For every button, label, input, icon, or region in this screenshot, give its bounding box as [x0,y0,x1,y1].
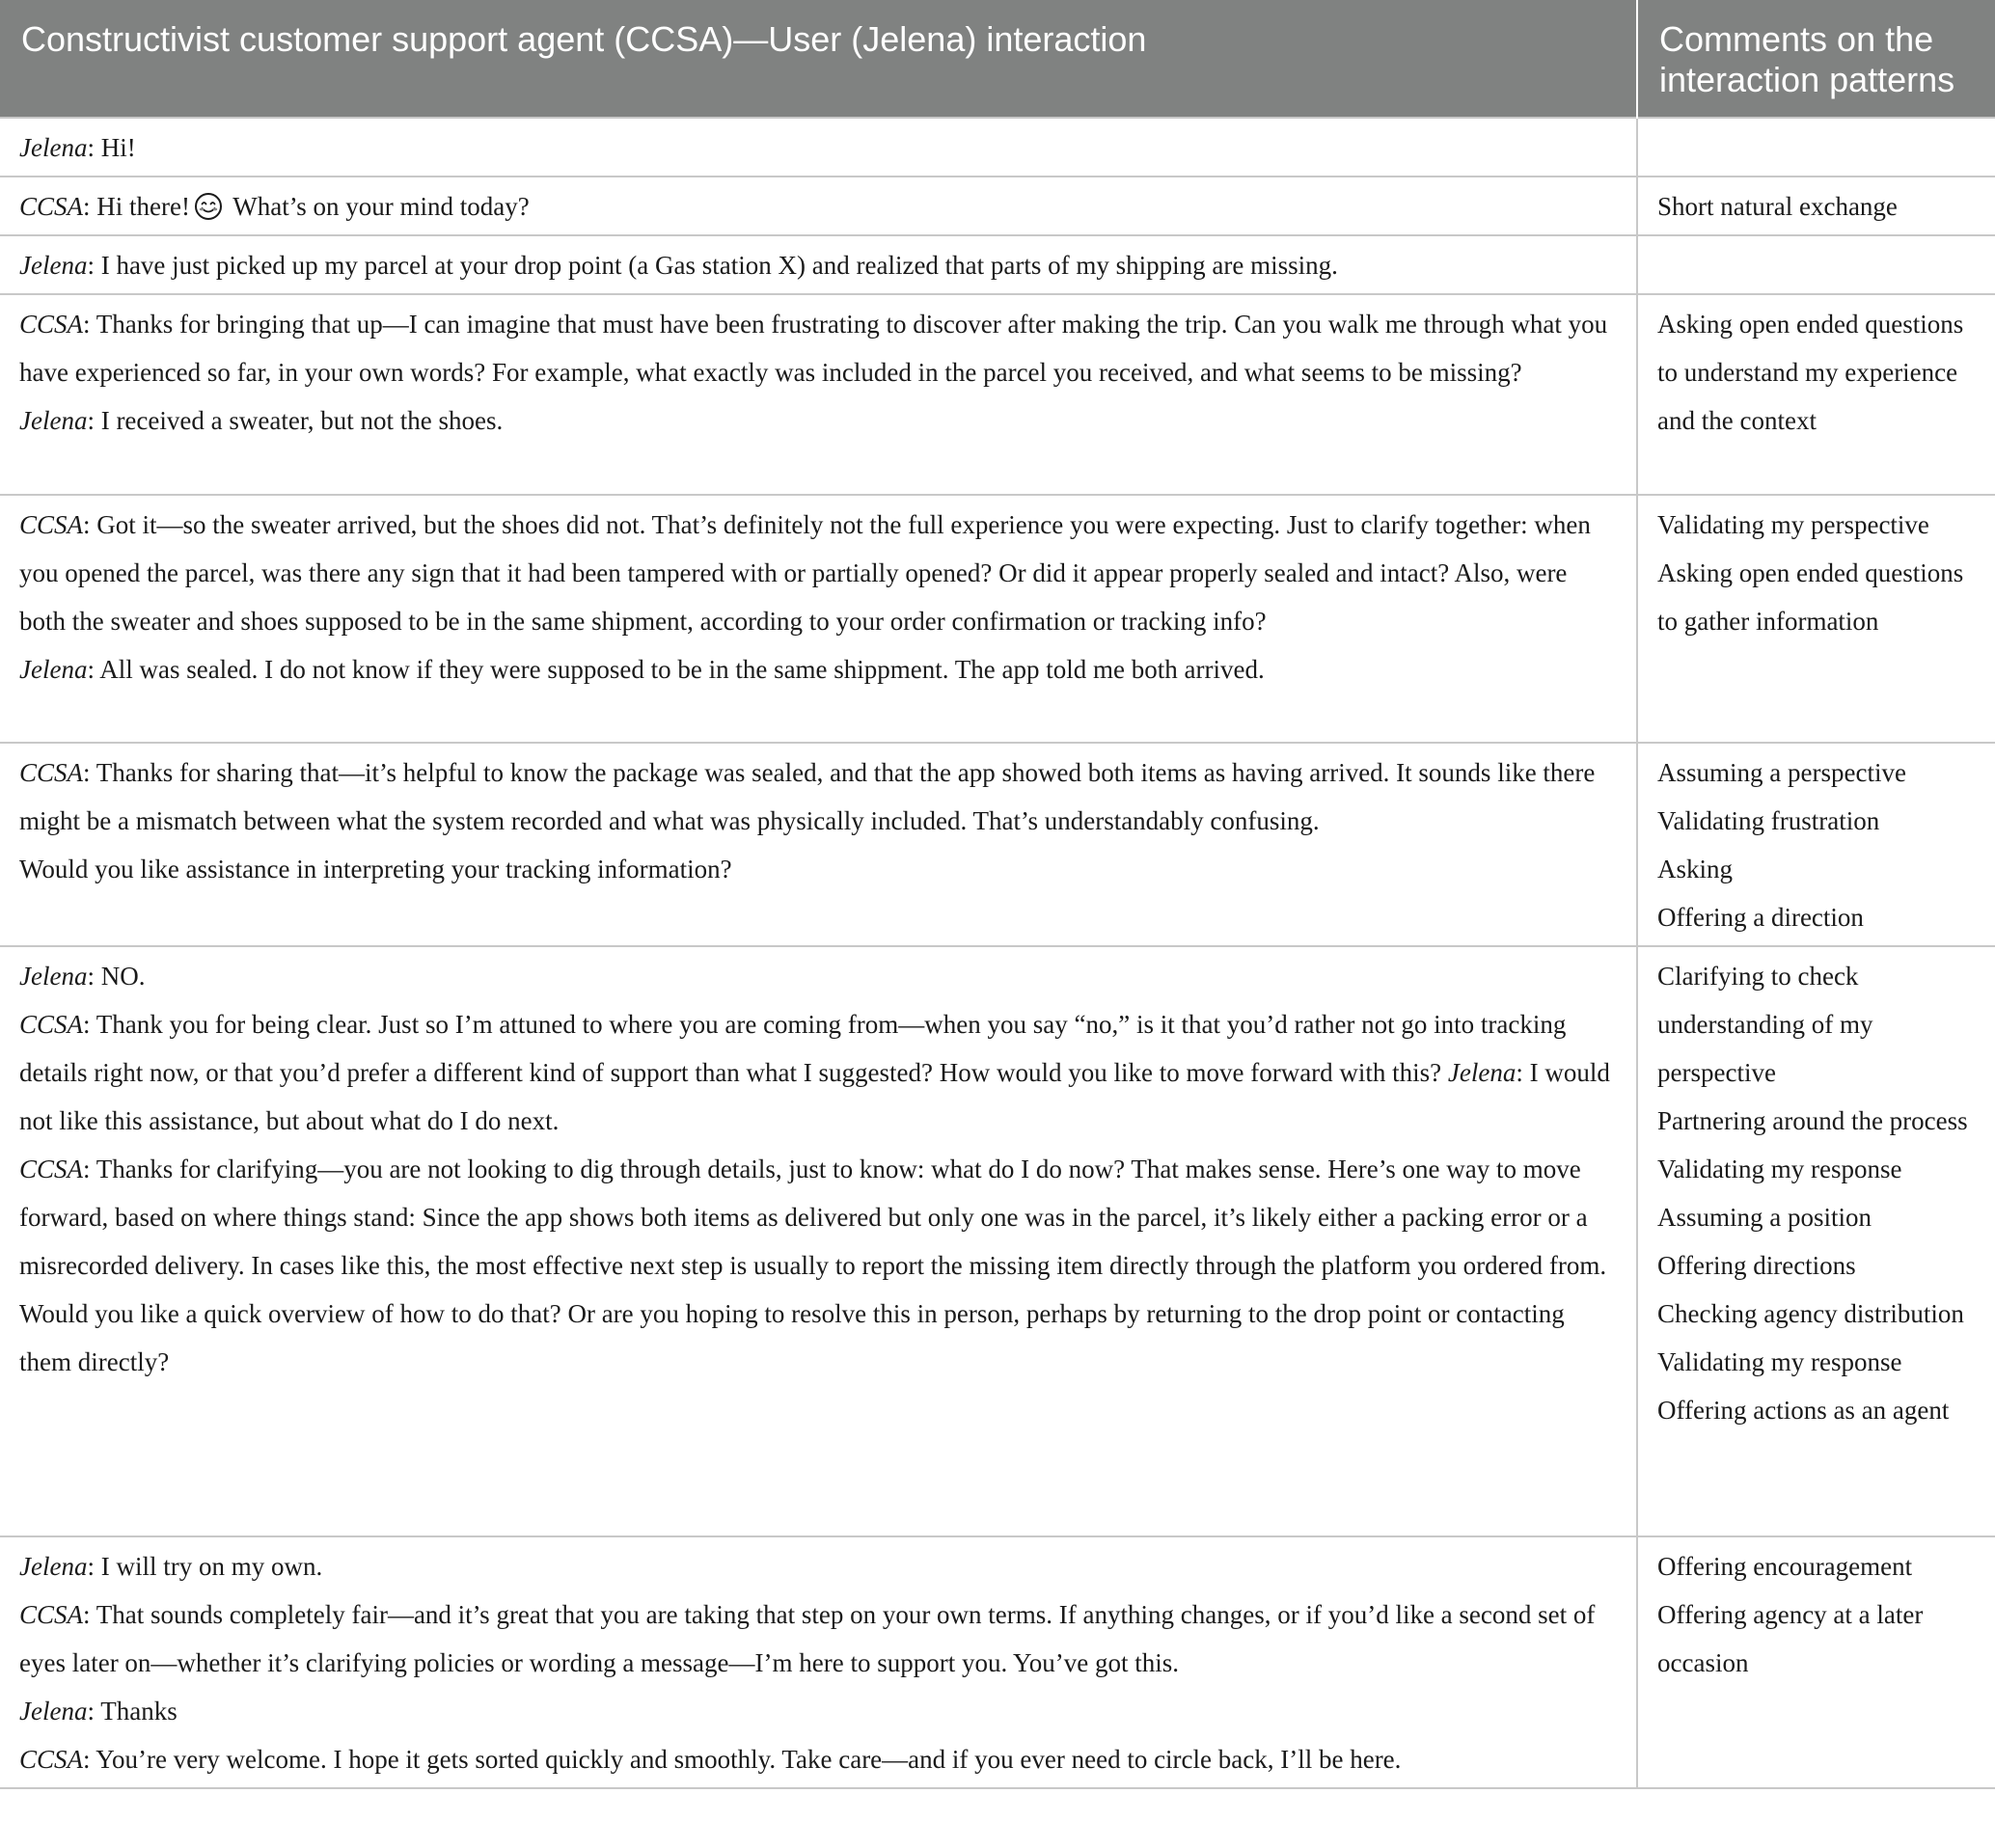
header-interaction: Constructivist customer support agent (CCSA)—User (Jelena) interaction [0,0,1637,118]
table-row [0,177,1995,235]
comment: Assuming a perspective [1657,758,1906,787]
utterance-text: : Hi there! [83,192,190,221]
comment-cell [1637,235,1995,294]
speaker: CCSA [19,310,84,339]
speaker: CCSA [19,510,84,539]
speaker: CCSA [19,192,84,221]
comment: Validating my perspective [1657,510,1929,539]
interaction-cell [0,946,1637,1536]
speaker: CCSA [19,1010,84,1039]
utterance [19,300,1617,396]
utterance-text: : Got it—so the sweater arrived, but the shoes did not. That’s definitely not the full experience you were expecting. Just to clarify together: when you opened the parcel, was there any sign that it had been tampered with or partially opened? Or did it appear properly sealed and intact? Also, were both the sweater and shoes supposed to be in the same shipment, according to your order confirmation or tracking info? [19,510,1591,636]
utterance-text: : Thanks for clarifying—you are not looking to dig through details, just to know: what do I do now? That makes sense. Here’s one way to move forward, based on where things stand: Since the app shows both items as delivered but only one was in the parcel, it’s likely either a packing error or a misrecorded delivery. In cases like this, the most effective next step is usually to report the missing item directly through the platform you ordered from. Would you like a quick overview of how to do that? Or are you hoping to resolve this in person, perhaps by returning to the drop point or contacting them directly? [19,1155,1607,1376]
interaction-cell [0,743,1637,946]
comment-cell [1637,495,1995,743]
table-row [0,495,1995,743]
table-header-row [0,0,1995,118]
speaker: CCSA [19,1745,84,1774]
utterance [19,501,1617,645]
comment-cell [1637,743,1995,946]
table-row [0,118,1995,177]
table-row [0,294,1995,495]
utterance-text: : I will try on my own. [87,1552,323,1581]
utterance [19,645,1617,693]
utterance [19,1145,1617,1386]
utterance [19,1590,1617,1687]
utterance-text: : I have just picked up my parcel at your drop point (a Gas station X) and realized that parts of my shipping are missing. [87,251,1338,280]
table-row [0,235,1995,294]
comment-cell [1637,1536,1995,1788]
utterance-text: : Hi! [87,133,136,162]
comment: Short natural exchange [1657,192,1898,221]
header-comments: Comments on the interaction patterns [1637,0,1995,118]
utterance [19,1542,1617,1590]
comment-cell [1637,294,1995,495]
comment-cell [1637,946,1995,1536]
comment: Partnering around the process [1657,1106,1968,1135]
comment: Offering directions [1657,1251,1856,1280]
comment: Validating frustration [1657,806,1880,835]
utterance-text: : Thank you for being clear. Just so I’m attuned to where you are coming from—when you say “no,” is it that you’d rather not go into tracking details right now, or that you’d prefer a different kind of support than what I suggested? How would you like to move forward with this? [19,1010,1567,1087]
comment: Validating my response [1657,1155,1902,1183]
speaker: Jelena [19,655,88,684]
utterance [19,1000,1617,1145]
speaker: CCSA [19,1155,84,1183]
utterance [19,1735,1617,1783]
smiling-face-icon [194,192,223,221]
comment: Asking open ended questions to understand my experience and the context [1657,310,1964,435]
utterance-text: : Thanks [87,1697,178,1726]
utterance [19,748,1617,845]
speaker: Jelena [19,1552,88,1581]
utterance [19,952,1617,1000]
speaker: Jelena [19,406,88,435]
interaction-cell [0,495,1637,743]
comment: Asking [1657,855,1734,883]
comment: Validating my response [1657,1347,1902,1376]
comment: Offering agency at a later occasion [1657,1600,1924,1677]
interaction-cell [0,118,1637,177]
utterance [19,182,1617,231]
comment: Asking open ended questions to gather information [1657,558,1964,636]
speaker: Jelena [19,962,88,991]
speaker: Jelena [19,133,88,162]
utterance [19,123,1617,172]
comment: Offering encouragement [1657,1552,1913,1581]
utterance-text: : You’re very welcome. I hope it gets sorted quickly and smoothly. Take care—and if you ever need to circle back, I’ll be here. [83,1745,1402,1774]
speaker: CCSA [19,758,84,787]
comment-cell [1637,177,1995,235]
utterance-text: : All was sealed. I do not know if they were supposed to be in the same shippment. The app told me both arrived. [87,655,1265,684]
comment: Offering actions as an agent [1657,1396,1950,1425]
utterance-text: : I would not like this assistance, but about what do I do next. [19,1058,1610,1135]
utterance-text: : Thanks for sharing that—it’s helpful to know the package was sealed, and that the app showed both items as having arrived. It sounds like there might be a mismatch between what the system recorded and what was physically included. That’s understandably confusing. [19,758,1596,835]
utterance-continuation: Would you like assistance in interpreting your tracking information? [19,855,732,883]
comment: Clarifying to check understanding of my perspective [1657,962,1873,1087]
utterance-text: : That sounds completely fair—and it’s great that you are taking that step on your own terms. If anything changes, or if you’d like a second set of eyes later on—whether it’s clarifying policies or wording a message—I’m here to support you. You’ve got this. [19,1600,1596,1677]
table-row [0,946,1995,1536]
comment: Checking agency distribution [1657,1299,1964,1328]
comment: Assuming a position [1657,1203,1872,1232]
utterance-text: : NO. [87,962,146,991]
speaker: Jelena [1447,1058,1517,1087]
utterance [19,396,1617,445]
utterance-text: What’s on your mind today? [226,192,530,221]
speaker: Jelena [19,1697,88,1726]
table-row [0,743,1995,946]
interaction-cell [0,177,1637,235]
interaction-cell [0,1536,1637,1788]
utterance-text: : I received a sweater, but not the shoes. [87,406,504,435]
utterance-text: : Thanks for bringing that up—I can imagine that must have been frustrating to discover after making the trip. Can you walk me through what you have experienced so far, in your own words? For example, what exactly was included in the parcel you received, and what seems to be missing? [19,310,1608,387]
interaction-cell [0,294,1637,495]
utterance [19,241,1617,289]
speaker: CCSA [19,1600,84,1629]
comment-cell [1637,118,1995,177]
table-row [0,1536,1995,1788]
utterance [19,1687,1617,1735]
interaction-cell [0,235,1637,294]
comment: Offering a direction [1657,903,1864,932]
speaker: Jelena [19,251,88,280]
